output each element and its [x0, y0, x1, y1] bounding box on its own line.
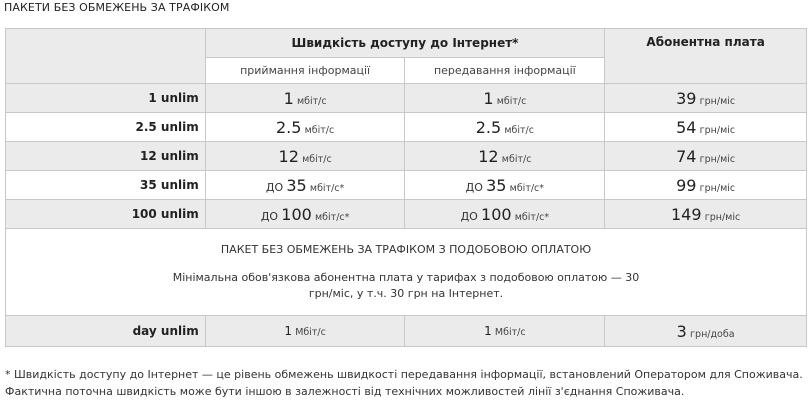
- tx-header: передавання інформації: [405, 58, 605, 84]
- tx-value: 1: [484, 324, 492, 338]
- fee-unit: грн/міс: [699, 95, 736, 107]
- monthly-fee: [605, 200, 807, 229]
- monthly-fee: [605, 142, 807, 171]
- tx-value: 12: [478, 146, 499, 166]
- daily-section-row: [6, 229, 807, 316]
- rx-speed: [205, 200, 405, 229]
- table-row: [6, 142, 807, 171]
- rx-speed: [205, 84, 405, 113]
- rx-unit: мбіт/с: [302, 153, 332, 165]
- fee-unit: грн/міс: [699, 124, 736, 136]
- tx-prefix: ДО: [460, 209, 478, 223]
- plan-name: 12 unlim: [6, 142, 206, 171]
- tx-speed: [405, 84, 605, 113]
- table-row: [6, 113, 807, 142]
- tariff-table: [5, 28, 807, 347]
- rx-value: 1: [284, 324, 292, 338]
- monthly-fee: [605, 113, 807, 142]
- daily-section: [6, 229, 807, 316]
- page-title: ПАКЕТИ БЕЗ ОБМЕЖЕНЬ ЗА ТРАФІКОМ: [4, 1, 230, 14]
- tx-unit: Мбіт/с: [494, 327, 526, 338]
- rx-value: 2.5: [275, 117, 302, 137]
- tx-speed: [405, 200, 605, 229]
- tx-value: 100: [481, 204, 512, 224]
- tx-speed: [405, 171, 605, 200]
- plan-name: 100 unlim: [6, 200, 206, 229]
- rx-speed: [205, 316, 405, 347]
- table-header-row: [6, 29, 807, 58]
- fee-header-label: Абонентна плата: [646, 35, 765, 49]
- daily-section-title: ПАКЕТ БЕЗ ОБМЕЖЕНЬ ЗА ТРАФІКОМ З ПОДОБОВОЮ ОПЛАТОЮ: [220, 242, 592, 256]
- tx-speed: [405, 142, 605, 171]
- tx-unit: мбіт/с*: [514, 211, 550, 223]
- rx-value: 12: [278, 146, 299, 166]
- rx-speed: [205, 113, 405, 142]
- rx-unit: мбіт/с: [296, 95, 327, 107]
- plan-name: 1 unlim: [6, 84, 206, 113]
- rx-value: 100: [281, 204, 312, 224]
- plan-name: day unlim: [6, 316, 206, 347]
- fee-value: 149: [671, 204, 702, 224]
- rx-speed: [205, 171, 405, 200]
- tx-speed: [405, 113, 605, 142]
- fee-value: 39: [676, 88, 697, 108]
- tx-unit: мбіт/с: [501, 153, 532, 165]
- fee-value: 3: [676, 321, 687, 341]
- fee-unit: грн/доба: [690, 328, 735, 340]
- tx-unit: мбіт/с*: [509, 182, 545, 194]
- speed-header: Швидкість доступу до Інтернет*: [205, 29, 604, 58]
- rx-header: приймання інформації: [205, 58, 405, 84]
- tx-unit: мбіт/с: [504, 124, 534, 136]
- rx-value: 1: [283, 88, 294, 108]
- monthly-fee: [605, 171, 807, 200]
- table-row: [6, 84, 807, 113]
- rx-prefix: ДО: [260, 209, 279, 223]
- tx-prefix: ДО: [465, 180, 483, 194]
- rx-speed: [205, 142, 405, 171]
- fee-value: 99: [676, 175, 697, 195]
- plan-name: 2.5 unlim: [6, 113, 206, 142]
- fee-unit: грн/міс: [704, 211, 741, 223]
- footnote: * Швидкість доступу до Інтернет — це рівень обмежень швидкості передавання інформації, встановлений Оператором для Споживача. Фактична поточна швидкість може бути іншою в залежності від технічних можливостей лінії з'єднання Споживача.: [5, 368, 803, 398]
- monthly-fee: [605, 84, 807, 113]
- fee-unit: грн/міс: [699, 153, 736, 165]
- rx-unit: мбіт/с: [304, 124, 335, 136]
- rx-unit: Мбіт/с: [295, 327, 326, 338]
- plan-name: 35 unlim: [6, 171, 206, 200]
- header-blank-cell: [6, 29, 206, 84]
- table-row-daily: [6, 316, 807, 347]
- tx-value: 2.5: [475, 117, 502, 137]
- table-row: [6, 200, 807, 229]
- fee-unit: грн/міс: [699, 182, 736, 194]
- tx-value: 1: [483, 88, 494, 108]
- tx-value: 35: [486, 175, 507, 195]
- rx-unit: мбіт/с*: [315, 211, 350, 223]
- rx-value: 35: [286, 175, 307, 195]
- fee-value: 74: [676, 146, 697, 166]
- tx-unit: мбіт/с: [496, 95, 527, 107]
- daily-section-description: Мінімальна обов'язкова абонентна плата у тарифах з подобовою оплатою — 30 грн/міс, у т.ч. 30 грн на Інтернет.: [172, 270, 640, 300]
- tx-speed: [405, 316, 605, 347]
- fee-header: [605, 29, 807, 84]
- rx-prefix: ДО: [265, 180, 284, 194]
- table-row: [6, 171, 807, 200]
- rx-unit: мбіт/с*: [309, 182, 345, 194]
- daily-fee: [605, 316, 807, 347]
- fee-value: 54: [676, 117, 697, 137]
